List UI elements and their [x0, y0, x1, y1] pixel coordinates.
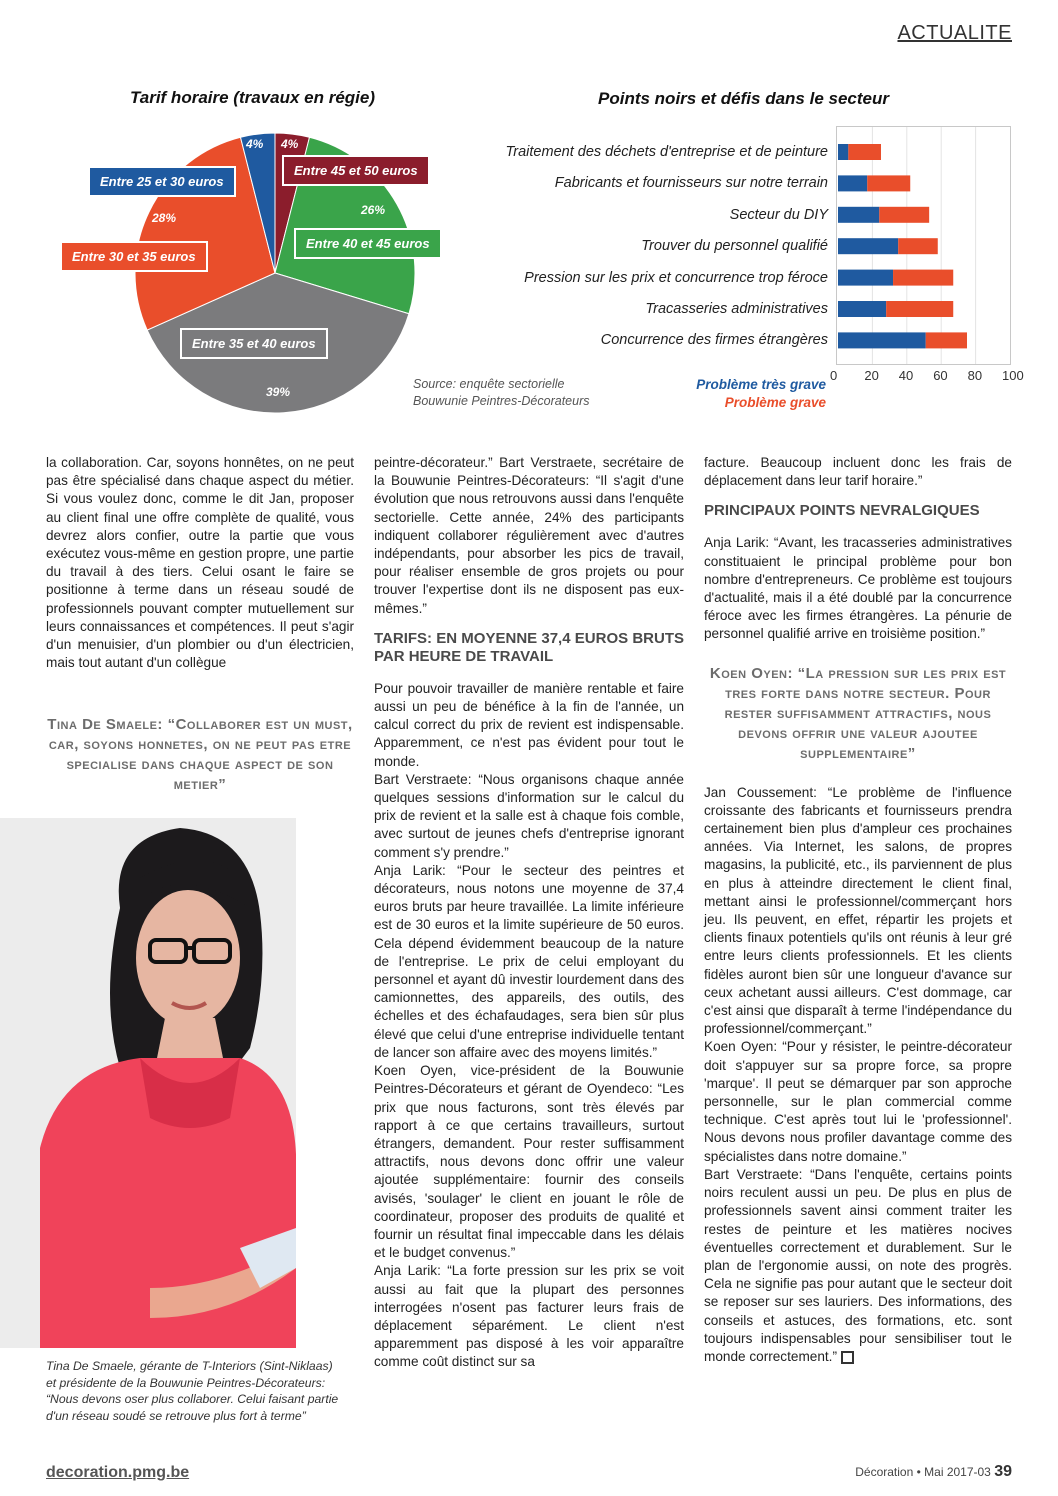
pct-40-45: 26% [361, 203, 386, 217]
pie-label-45-50: Entre 45 et 50 euros [282, 155, 430, 186]
bar-chart-title: Points noirs et défis dans le secteur [598, 89, 889, 108]
bar-very-grave [838, 238, 898, 254]
bar-tick-label: 40 [898, 368, 914, 383]
column-1 [46, 454, 354, 672]
col1-paragraph-1: la collaboration. Car, soyons honnêtes, on ne peut pas être spécialisé dans chaque aspect du métier. Si vous voulez donc, comme le dit Jan, proposer au client final une offre complète de qualité, vous devrez alors confier, outre la partie que vous exécutez vous-même en gestion propre, une partie du travail à des tiers. Celui osant le faire se positionne à terme dans un réseau soudé de professionnels pouvant compter mutuellement sur leurs connaissances et compétences. Il peut s'agir d'un menuisier, d'un plombier ou d'un électricien, mais tout autant d'un collègue [46, 455, 354, 671]
col3-paragraph-2: Anja Larik: “Avant, les tracasseries administratives constituaient le principal problème pour bon nombre d'entrepreneurs. Ce problème est toujours d'actualité, mais il a été doublé par la concurrence féroce avec les firmes étrangères. La pénurie de personnel qualifié arrive en troisième position.” [704, 535, 1012, 642]
legend-very-grave: Problème très grave [696, 377, 826, 392]
footer-website-link[interactable]: decoration.pmg.be [46, 1464, 190, 1481]
end-mark-icon [841, 1351, 854, 1364]
bar-category-label: Concurrence des firmes étrangères [600, 332, 828, 349]
bar-very-grave [838, 175, 867, 191]
source-line-2: Bouwunie Peintres-Décorateurs [413, 393, 590, 408]
footer-page-info [855, 1463, 1012, 1481]
bar-category-label: Secteur du DIY [729, 206, 828, 223]
bar-very-grave [838, 301, 886, 317]
photo-caption: Tina De Smaele, gérante de T-Interiors (Sint-Niklaas) et présidente de la Bouwunie Peintres-Décorateurs: “Nous devons oser plus collaborer. Celui faisant partie d'un réseau soudé se retrouve plus fort à terme” [46, 1359, 339, 1423]
bar-category-label: Tracasseries administratives [645, 301, 828, 317]
bar-tick-label: 100 [1002, 368, 1024, 383]
bar-category-label: Trouver du personnel qualifié [641, 238, 828, 255]
bar-grave [886, 301, 953, 317]
column-2 [374, 454, 684, 1372]
bar-categories [400, 128, 828, 358]
bar-grave [893, 270, 953, 286]
bar-grave [926, 332, 967, 348]
section-tag: ACTUALITE [897, 22, 1012, 44]
pct-25-30: 4% [246, 137, 264, 151]
portrait-photo [0, 818, 296, 1348]
col2-paragraph-2: Pour pouvoir travailler de manière rentable et faire aussi un peu de bénéfice à la fin de l'année, un calcul correct du prix de revient est indispensable. Apparemment, ce n'est pas évident pour tout le monde. [374, 680, 684, 769]
source-line-1: Source: enquête sectorielle [413, 377, 565, 391]
col3-paragraph-1: facture. Beaucoup incluent donc les frais de déplacement dans leur tarif horaire.” [704, 455, 1012, 489]
bar-tick-label: 80 [967, 368, 983, 383]
portrait-illustration [0, 818, 296, 1348]
pie-label-35-40: Entre 35 et 40 euros [180, 328, 328, 359]
col2-heading: TARIFS: EN MOYENNE 37,4 EUROS BRUTS PAR HEURE DE TRAVAIL [374, 629, 684, 665]
bar-very-grave [838, 144, 848, 160]
bar-tick-label: 0 [830, 368, 838, 383]
legend-grave: Problème grave [724, 395, 826, 410]
col2-paragraph-1: peintre-décorateur.” Bart Verstraete, secrétaire de la Bouwunie Peintres-Décorateurs: “Il s'agit d'une évolution que nous retrouvons aussi dans l'enquête sectorielle. Cette année, 24% des participants indiquent collaborer régulièrement avec d'autres indépendants, pour absorber les pics de travail, pour réaliser ensemble de gros projets ou pour trouver l'expertise dont ils ne disposent pas eux-mêmes.” [374, 455, 684, 616]
pct-45-50: 4% [281, 137, 299, 151]
col3-paragraph-3: Jan Coussement: “Le problème de l'influence croissante des fabricants et fournisseurs prendra certainement bien plus d'ampleur ces prochaines années. Via Internet, les salons, de propres magasins, la publicité, etc., ils parviennent de plus en plus à atteindre directement le client final, mettant ainsi le professionnel/commerçant hors jeu. Ils peuvent, en effet, répartir les projets et clients finaux potentiels qu'ils ont réunis à leur gré entre leurs clients professionnels. Et les clients fidèles auront bien sûr une longueur d'avance sur ceux achetant aussi ailleurs. C'est dommage, car c'est ainsi que disparaît à terme l'indépendance du professionnel/commerçant.” [704, 784, 1012, 1037]
footer-page-number: 39 [994, 1463, 1012, 1480]
col3-paragraph-4: Koen Oyen: “Pour y résister, le peintre-décorateur doit s'appuyer sur sa propre force, sa propre 'marque'. Il peut se démarquer par son approche personnelle, sur le plan commercial comme technique. C'est après tout lui le 'professionnel'. Nous devons nous profiler davantage comme des spécialistes dans notre domaine.” [704, 1039, 1012, 1164]
bar-category-label: Fabricants et fournisseurs sur notre terrain [554, 175, 828, 192]
chart-source [413, 376, 589, 409]
bar-grave [848, 144, 881, 160]
col3-heading: PRINCIPAUX POINTS NEVRALGIQUES [704, 502, 980, 520]
pull-quote-1: Tina De Smaele: “Collaborer est un must, car, soyons honnetes, on ne peut pas etre specialise dans chaque aspect de son metier” [47, 716, 353, 793]
pie-label-25-30: Entre 25 et 30 euros [88, 166, 236, 197]
pie-label-40-45: Entre 40 et 45 euros [294, 228, 442, 259]
bar-grave [898, 238, 938, 254]
pie-chart-title: Tarif horaire (travaux en régie) [130, 88, 376, 107]
bar-chart [836, 126, 1016, 366]
pct-30-35: 28% [152, 211, 177, 225]
col2-paragraph-3: Bart Verstraete: “Nous organisons chaque année quelques sessions d'information sur le calcul du prix de revient et la salle est à chaque fois comble, avec surtout de jeunes chefs d'entreprise ignorant comment s'y prendre.” [374, 771, 684, 860]
bar-legend [640, 376, 826, 412]
bar-axis-ticks [826, 368, 1026, 384]
col3-paragraph-5 [704, 1166, 1012, 1366]
bar-very-grave [838, 332, 926, 348]
pie-label-30-35: Entre 30 et 35 euros [60, 241, 208, 272]
bar-very-grave [838, 207, 879, 223]
column-3 [704, 454, 1012, 1366]
bar-tick-label: 20 [864, 368, 879, 383]
col2-paragraph-4: Anja Larik: “Pour le secteur des peintres et décorateurs, nous notons une moyenne de 37,4 euros bruts par heure travaillée. La limite inférieure est de 30 euros et la limite supérieure de 50 euros. Cela dépend évidemment beaucoup de la nature de l'entreprise. Le prix de celui employant du personnel et ayant dû investir lourdement dans des camionnettes, des appareils, des outils, des échelles et des échafaudages, sera bien sûr plus élevé que celui d'une entreprise individuelle tentant de lancer son affaire avec des moyens limités.” [374, 862, 684, 1060]
pct-35-40: 39% [266, 385, 291, 399]
col2-paragraph-5: Koen Oyen, vice-président de la Bouwunie Peintres-Décorateurs et gérant de Oyendeco: “Les prix que nous facturons, sont très élevés par rapport à ce que certains travailleurs, surtout étrangers, demandent. Pour rester suffisamment attractifs, nous devons donc offrir une valeur ajoutée supplémentaire: fournir des conseils avisés, 'soulager' le client en jouant le rôle de coordinateur, proposer des produits de qualité et fournir un résultat final impeccable dans les délais et le budget convenus.” [374, 1063, 684, 1261]
col2-paragraph-6: Anja Larik: “La forte pression sur les prix se voit aussi au fait que la plupart des personnes interrogées n'osent pas facturer leurs frais de déplacement séparément. Le client n'est apparemment pas disposé à les voir apparaître comme coût distinct sur sa [374, 1263, 684, 1370]
bar-grave [879, 207, 929, 223]
col3-paragraph-5-text: Bart Verstraete: “Dans l'enquête, certains points noirs reculent aussi un peu. De plus en plus de professionnels savent ainsi comment traiter les restes de peinture et les matières nocives éventuelles correctement et durablement. Sur le plan de l'ergonomie aussi, on note des progrès. Cela ne signifie pas pour autant que le secteur doit se reposer sur ses lauriers. Des informations, des conseils et astuces, des formations, etc. sont toujours indispensables pour sensibiliser tout le monde correctement.” [704, 1166, 1012, 1364]
bar-category-label: Traitement des déchets d'entreprise et de peinture [505, 144, 828, 160]
bar-tick-label: 60 [933, 368, 948, 383]
bar-grave [867, 175, 910, 191]
footer-issue: Décoration • Mai 2017-03 [855, 1465, 991, 1479]
bar-very-grave [838, 270, 893, 286]
bar-category-label: Pression sur les prix et concurrence trop féroce [524, 269, 828, 286]
pull-quote-2: Koen Oyen: “La pression sur les prix est tres forte dans notre secteur. Pour rester suffisamment attractifs, nous devons offrir une valeur ajoutee supplementaire” [709, 664, 1007, 762]
